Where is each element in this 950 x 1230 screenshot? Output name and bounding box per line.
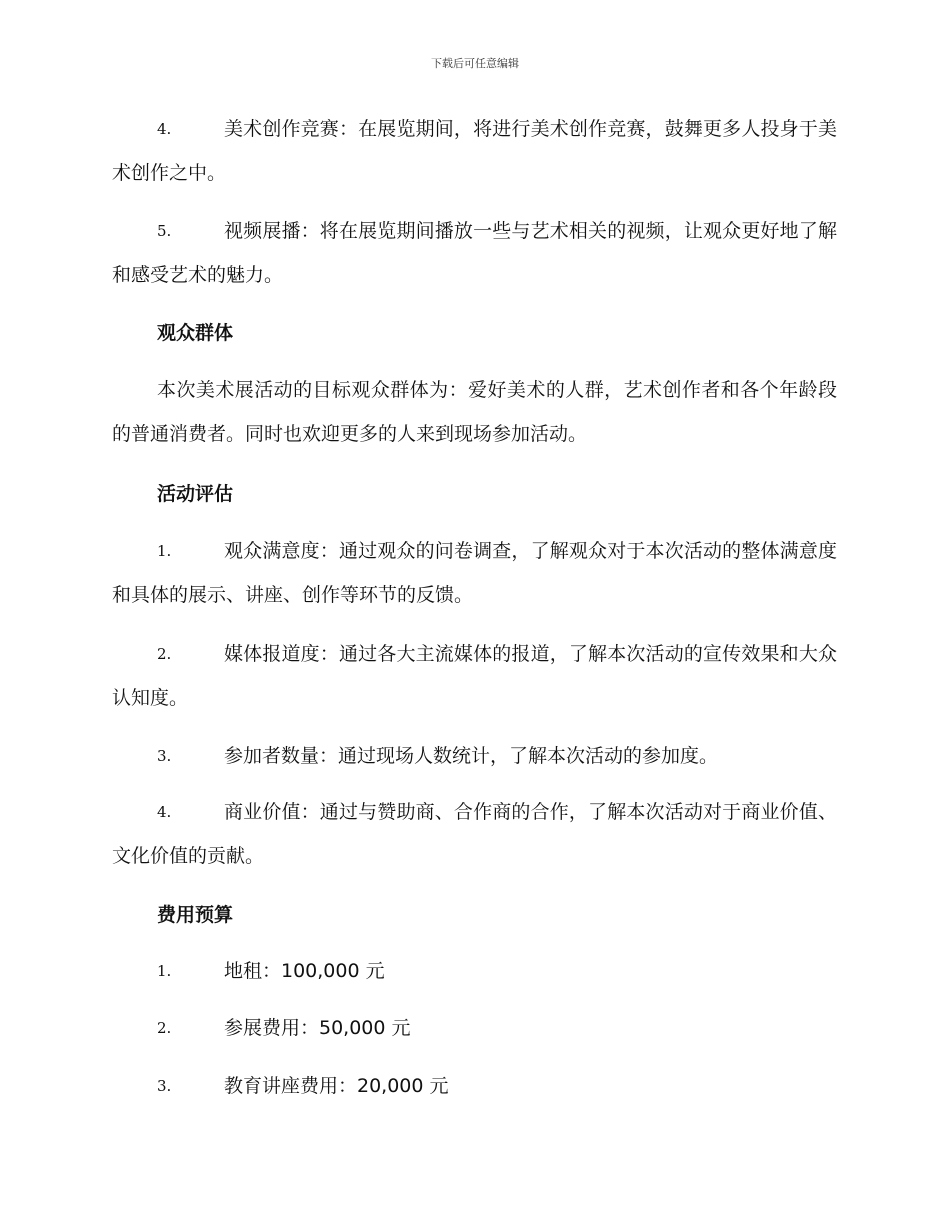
list-item bbox=[112, 734, 837, 778]
list-number: 1. bbox=[157, 542, 172, 560]
list-item bbox=[112, 209, 837, 297]
section-heading-budget: 费用预算 bbox=[157, 904, 234, 926]
list-item bbox=[112, 1064, 837, 1108]
page-header: 下载后可任意编辑 bbox=[431, 57, 519, 70]
section-heading-evaluation: 活动评估 bbox=[157, 483, 234, 505]
list-text: 美术创作竞赛：在展览期间，将进行美术创作竞赛，鼓舞更多人投身于美术创作之中。 bbox=[112, 118, 837, 184]
list-text: 商业价值：通过与赞助商、合作商的合作，了解本次活动对于商业价值、文化价值的贡献。 bbox=[112, 801, 837, 867]
list-item bbox=[112, 529, 837, 617]
list-text: 观众满意度：通过观众的问卷调查，了解观众对于本次活动的整体满意度和具体的展示、讲座、创作等环节的反馈。 bbox=[112, 540, 837, 606]
list-text: 地租：100,000 元 bbox=[224, 960, 385, 982]
list-number: 2. bbox=[157, 645, 172, 663]
list-text: 参展费用：50,000 元 bbox=[224, 1017, 411, 1039]
section-heading-audience: 观众群体 bbox=[157, 322, 234, 344]
list-item bbox=[112, 790, 837, 878]
list-number: 1. bbox=[157, 962, 172, 980]
list-number: 4. bbox=[157, 120, 172, 138]
list-item bbox=[112, 949, 837, 993]
list-number: 3. bbox=[157, 747, 172, 765]
list-number: 4. bbox=[157, 803, 172, 821]
audience-paragraph: 本次美术展活动的目标观众群体为：爱好美术的人群，艺术创作者和各个年龄段的普通消费者。同时也欢迎更多的人来到现场参加活动。 bbox=[112, 379, 837, 445]
list-text: 视频展播：将在展览期间播放一些与艺术相关的视频，让观众更好地了解和感受艺术的魅力。 bbox=[112, 220, 837, 286]
list-item bbox=[112, 632, 837, 720]
list-text: 参加者数量：通过现场人数统计，了解本次活动的参加度。 bbox=[224, 745, 719, 767]
list-text: 媒体报道度：通过各大主流媒体的报道，了解本次活动的宣传效果和大众认知度。 bbox=[112, 643, 837, 709]
list-number: 3. bbox=[157, 1077, 172, 1095]
list-number: 2. bbox=[157, 1019, 172, 1037]
list-number: 5. bbox=[157, 222, 172, 240]
list-text: 教育讲座费用：20,000 元 bbox=[224, 1075, 449, 1097]
list-item bbox=[112, 1006, 837, 1050]
list-item bbox=[112, 107, 837, 195]
